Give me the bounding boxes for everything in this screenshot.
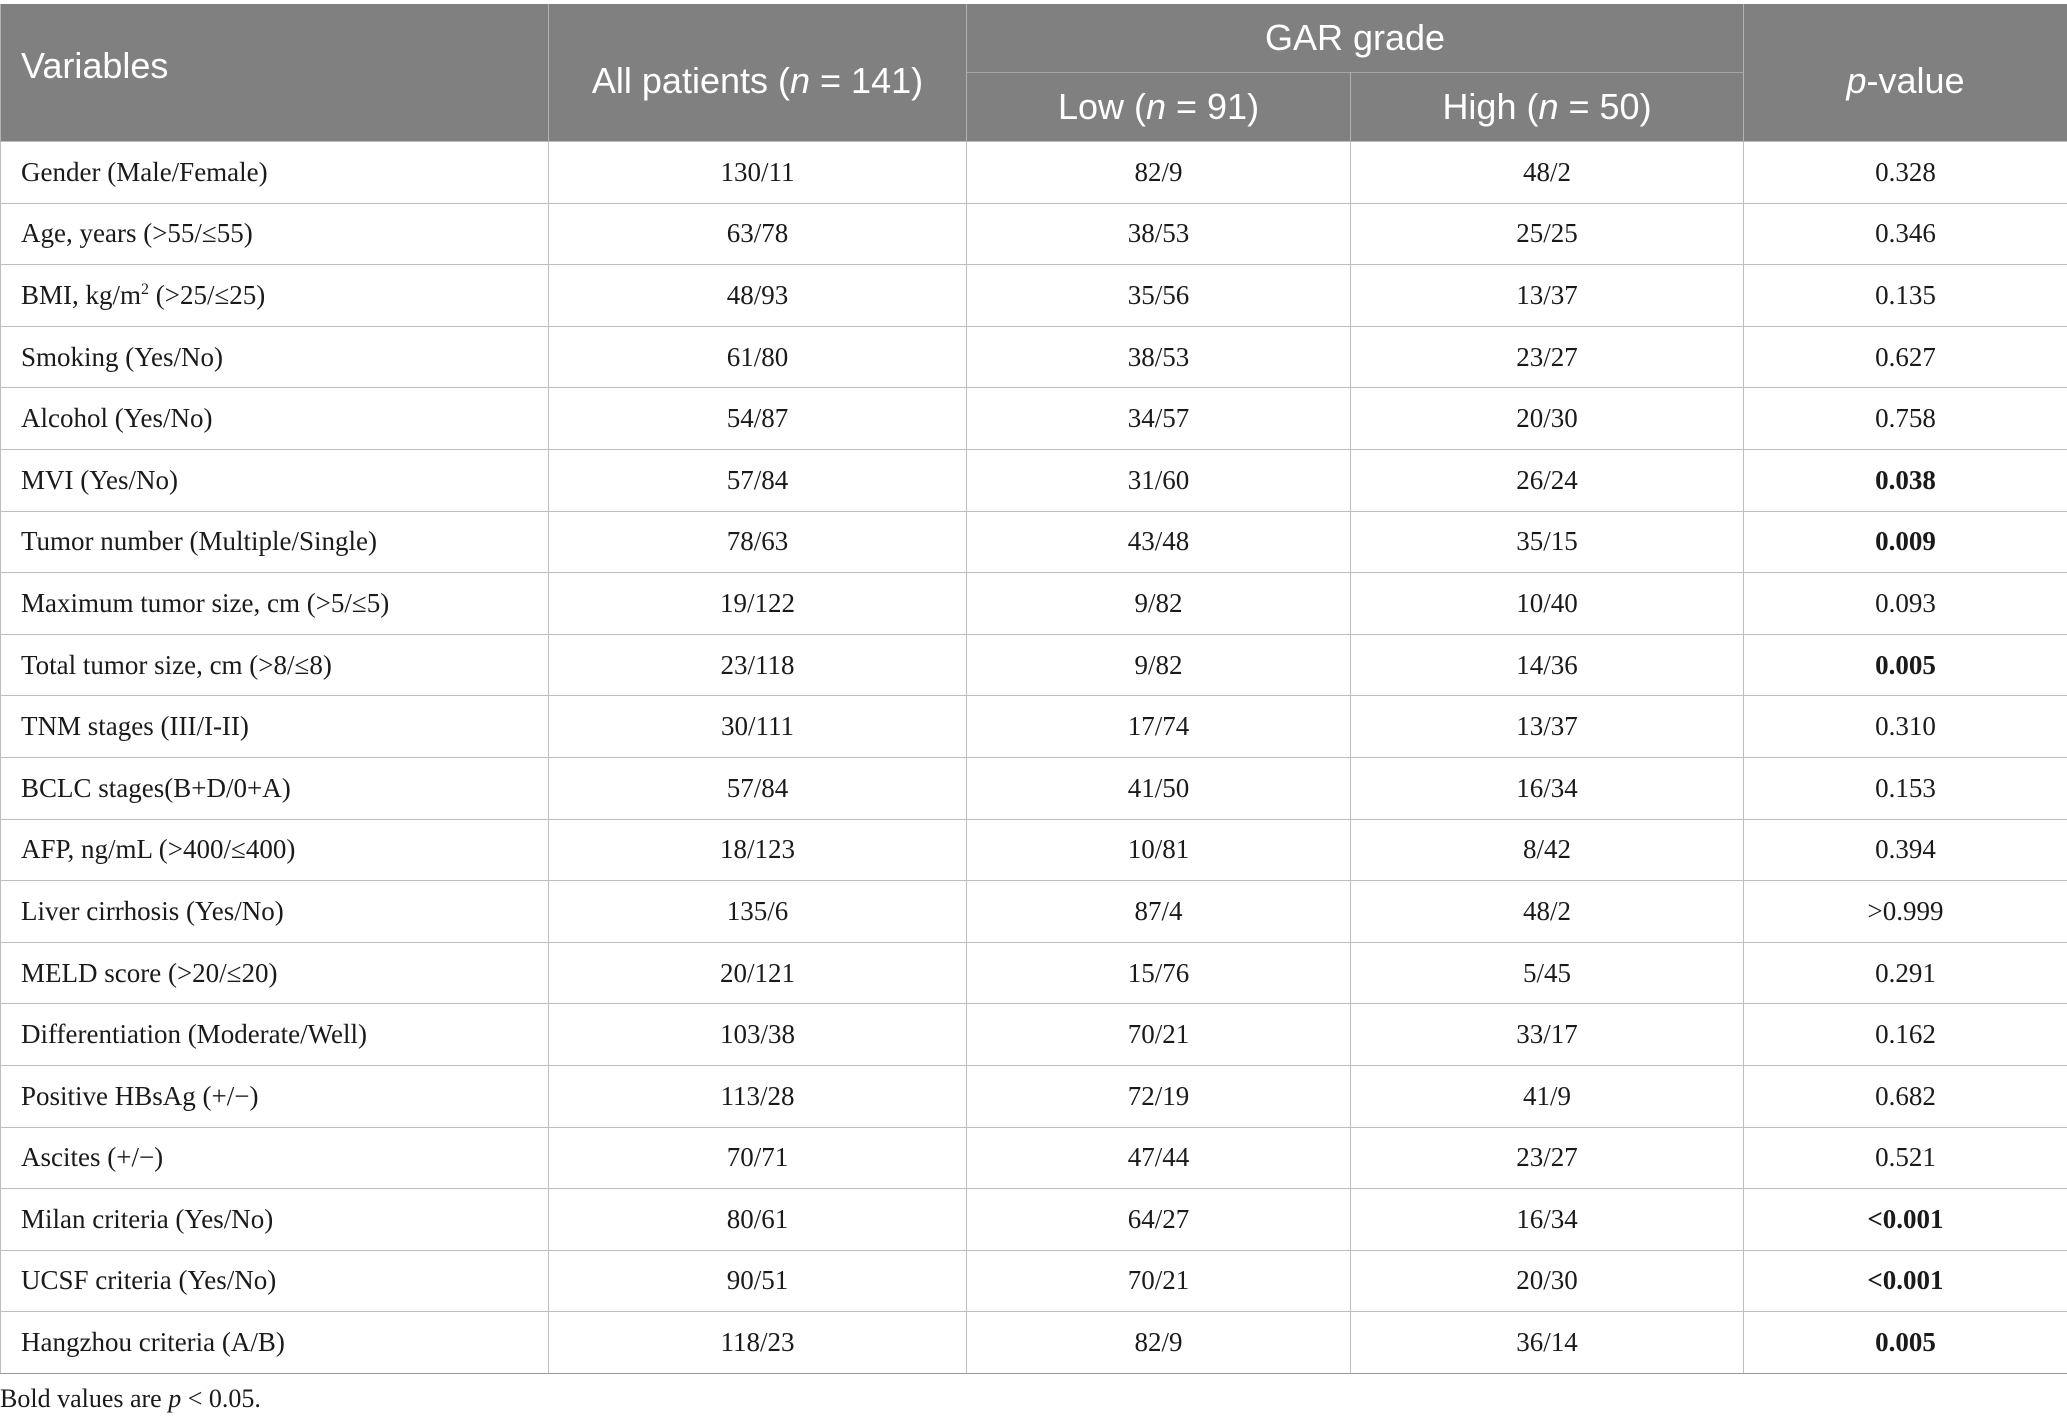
cell-high: 23/27 [1351,326,1744,388]
cell-p-value: 0.328 [1744,142,2067,204]
cell-high: 16/34 [1351,757,1744,819]
cell-p-value: 0.009 [1744,511,2067,573]
cell-p-value: 0.162 [1744,1004,2067,1066]
cell-variable: MVI (Yes/No) [1,449,549,511]
cell-low: 9/82 [967,573,1351,635]
cell-high: 33/17 [1351,1004,1744,1066]
cell-p-value: 0.038 [1744,449,2067,511]
cell-variable: Alcohol (Yes/No) [1,388,549,450]
cell-low: 82/9 [967,1312,1351,1374]
cell-all-patients: 135/6 [549,881,967,943]
table-header [1,4,2067,142]
cell-low: 47/44 [967,1127,1351,1189]
table-row [1,757,2067,819]
cell-low: 70/21 [967,1004,1351,1066]
cell-high: 48/2 [1351,142,1744,204]
cell-low: 82/9 [967,142,1351,204]
cell-all-patients: 78/63 [549,511,967,573]
cell-variable: Age, years (>55/≤55) [1,203,549,265]
table-row [1,511,2067,573]
cell-p-value: 0.521 [1744,1127,2067,1189]
cell-high: 13/37 [1351,696,1744,758]
cell-high: 8/42 [1351,819,1744,881]
cell-low: 72/19 [967,1065,1351,1127]
cell-all-patients: 23/118 [549,634,967,696]
table-row [1,326,2067,388]
cell-low: 70/21 [967,1250,1351,1312]
cell-p-value: 0.346 [1744,203,2067,265]
header-gar-grade: GAR grade [967,4,1744,73]
table-row [1,388,2067,450]
cell-all-patients: 63/78 [549,203,967,265]
cell-variable: Maximum tumor size, cm (>5/≤5) [1,573,549,635]
table-row [1,1004,2067,1066]
cell-low: 35/56 [967,265,1351,327]
header-variables: Variables [1,4,549,142]
cell-all-patients: 118/23 [549,1312,967,1374]
cell-p-value: 0.093 [1744,573,2067,635]
cell-high: 14/36 [1351,634,1744,696]
cell-all-patients: 57/84 [549,449,967,511]
cell-all-patients: 113/28 [549,1065,967,1127]
cell-high: 36/14 [1351,1312,1744,1374]
cell-p-value: 0.394 [1744,819,2067,881]
cell-high: 20/30 [1351,388,1744,450]
cell-high: 25/25 [1351,203,1744,265]
data-table-container [0,4,2067,1374]
cell-p-value: <0.001 [1744,1189,2067,1251]
cell-p-value: 0.758 [1744,388,2067,450]
table-row [1,1065,2067,1127]
header-p-value: p-value [1744,4,2067,142]
table-row [1,1127,2067,1189]
cell-p-value: 0.005 [1744,1312,2067,1374]
cell-all-patients: 130/11 [549,142,967,204]
cell-high: 48/2 [1351,881,1744,943]
cell-all-patients: 103/38 [549,1004,967,1066]
cell-variable: BCLC stages(B+D/0+A) [1,757,549,819]
cell-low: 34/57 [967,388,1351,450]
cell-high: 41/9 [1351,1065,1744,1127]
table-row [1,634,2067,696]
cell-variable: Hangzhou criteria (A/B) [1,1312,549,1374]
table-row [1,449,2067,511]
table-row [1,203,2067,265]
cell-low: 64/27 [967,1189,1351,1251]
cell-low: 17/74 [967,696,1351,758]
cell-variable: Tumor number (Multiple/Single) [1,511,549,573]
cell-all-patients: 90/51 [549,1250,967,1312]
table-row [1,142,2067,204]
cell-all-patients: 61/80 [549,326,967,388]
table-row [1,265,2067,327]
table-body [1,142,2067,1374]
cell-all-patients: 18/123 [549,819,967,881]
table-row [1,942,2067,1004]
cell-p-value: 0.005 [1744,634,2067,696]
cell-variable: Gender (Male/Female) [1,142,549,204]
cell-p-value: >0.999 [1744,881,2067,943]
cell-p-value: 0.135 [1744,265,2067,327]
cell-all-patients: 70/71 [549,1127,967,1189]
cell-high: 23/27 [1351,1127,1744,1189]
cell-p-value: 0.291 [1744,942,2067,1004]
cell-variable: Differentiation (Moderate/Well) [1,1004,549,1066]
cell-low: 38/53 [967,326,1351,388]
cell-variable: Ascites (+/−) [1,1127,549,1189]
cell-low: 10/81 [967,819,1351,881]
cell-p-value: 0.153 [1744,757,2067,819]
cell-variable: Smoking (Yes/No) [1,326,549,388]
header-low: Low (n = 91) [967,73,1351,142]
cell-low: 9/82 [967,634,1351,696]
table-footnote: Bold values are p < 0.05. [0,1384,261,1413]
header-all-patients: All patients (n = 141) [549,4,967,142]
cell-variable: MELD score (>20/≤20) [1,942,549,1004]
cell-all-patients: 54/87 [549,388,967,450]
table-row [1,1250,2067,1312]
table-row [1,1312,2067,1374]
cell-variable: BMI, $kg/m^2$ (>25/≤25) [1,265,549,327]
header-high: High (n = 50) [1351,73,1744,142]
cell-p-value: <0.001 [1744,1250,2067,1312]
cell-variable: Liver cirrhosis (Yes/No) [1,881,549,943]
cell-all-patients: 48/93 [549,265,967,327]
cell-all-patients: 19/122 [549,573,967,635]
cell-high: 20/30 [1351,1250,1744,1312]
cell-variable: Milan criteria (Yes/No) [1,1189,549,1251]
cell-variable: UCSF criteria (Yes/No) [1,1250,549,1312]
cell-low: 38/53 [967,203,1351,265]
cell-variable: Positive HBsAg (+/−) [1,1065,549,1127]
table-row [1,1189,2067,1251]
cell-all-patients: 57/84 [549,757,967,819]
cell-high: 13/37 [1351,265,1744,327]
cell-high: 16/34 [1351,1189,1744,1251]
cell-p-value: 0.682 [1744,1065,2067,1127]
cell-low: 41/50 [967,757,1351,819]
cell-high: 26/24 [1351,449,1744,511]
cell-high: 5/45 [1351,942,1744,1004]
table-row [1,819,2067,881]
cell-low: 87/4 [967,881,1351,943]
cell-p-value: 0.310 [1744,696,2067,758]
cell-low: 15/76 [967,942,1351,1004]
cell-variable: Total tumor size, cm (>8/≤8) [1,634,549,696]
data-table [0,4,2067,1374]
cell-low: 43/48 [967,511,1351,573]
table-row [1,573,2067,635]
table-row [1,696,2067,758]
cell-all-patients: 30/111 [549,696,967,758]
cell-high: 35/15 [1351,511,1744,573]
cell-variable: AFP, ng/mL (>400/≤400) [1,819,549,881]
cell-high: 10/40 [1351,573,1744,635]
table-row [1,881,2067,943]
cell-all-patients: 20/121 [549,942,967,1004]
cell-low: 31/60 [967,449,1351,511]
cell-variable: TNM stages (III/I-II) [1,696,549,758]
cell-p-value: 0.627 [1744,326,2067,388]
cell-all-patients: 80/61 [549,1189,967,1251]
